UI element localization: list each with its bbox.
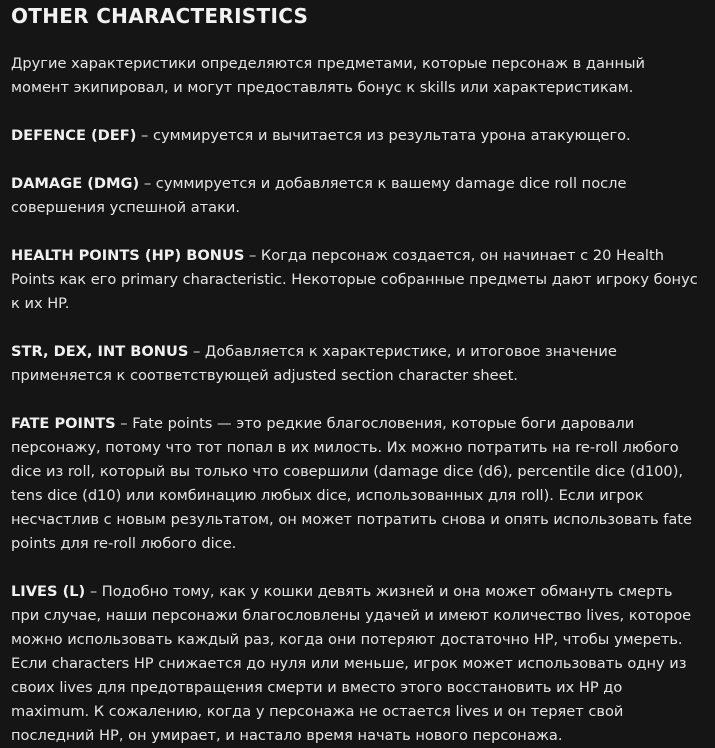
fate-points-term: FATE POINTS <box>11 415 116 432</box>
damage-description: – суммируется и добавляется к вашему damage dice roll после совершения успешной атаки. <box>11 175 627 216</box>
lives-description: – Подобно тому, как у кошки девять жизней и она может обмануть смерть при случае, наши персонажи благословлены удачей и имеют количество lives, которое можно использовать каждый раз, когда они потеряют достаточно HP, чтобы умереть. Если characters HP снижается до нуля или меньше, игрок может использовать одну из своих lives для предотвращения смерти и вместо этого восстановить их HP до maximum. К сожалению, когда у персонажа не остается lives и он теряет свой последний HP, он умирает, и настало время начать нового персонажа. <box>11 583 692 744</box>
page-title: OTHER CHARACTERISTICS <box>11 4 309 28</box>
damage-term: DAMAGE (DMG) <box>11 175 140 192</box>
stat-bonus-term: STR, DEX, INT BONUS <box>11 343 189 360</box>
fate-points-paragraph <box>11 412 704 556</box>
lives-term: LIVES (L) <box>11 583 86 600</box>
defence-paragraph <box>11 124 704 148</box>
health-points-description: – Когда персонаж создается, он начинает с 20 Health Points как его primary characteristic. Некоторые собранные предметы дают игроку бонус к их HP. <box>11 247 698 312</box>
health-points-term: HEALTH POINTS (HP) BONUS <box>11 247 245 264</box>
defence-description: – суммируется и вычитается из результата урона атакующего. <box>136 127 631 144</box>
intro-paragraph: Другие характеристики определяются предметами, которые персонаж в данный момент экипировал, и могут предоставлять бонус к skills или характеристикам. <box>11 55 645 96</box>
stat-bonus-description: – Добавляется к характеристике, и итоговое значение применяется к соответствующей adjusted section character sheet. <box>11 343 617 384</box>
damage-paragraph <box>11 172 704 220</box>
fate-points-description: – Fate points — это редкие благословения, которые боги даровали персонажу, потому что тот попал в их милость. Их можно потратить на re-roll любого dice из roll, который вы только что совершили (damage dice (d6), percentile dice (d100), tens dice (d10) или комбинацию любых dice, использованных для roll). Если игрок несчастлив с новым результатом, он может потратить снова и опять использовать fate points для re-roll любого dice. <box>11 415 692 552</box>
health-points-paragraph <box>11 244 704 316</box>
defence-term: DEFENCE (DEF) <box>11 127 137 144</box>
stat-bonus-paragraph <box>11 340 704 388</box>
lives-paragraph <box>11 580 704 748</box>
